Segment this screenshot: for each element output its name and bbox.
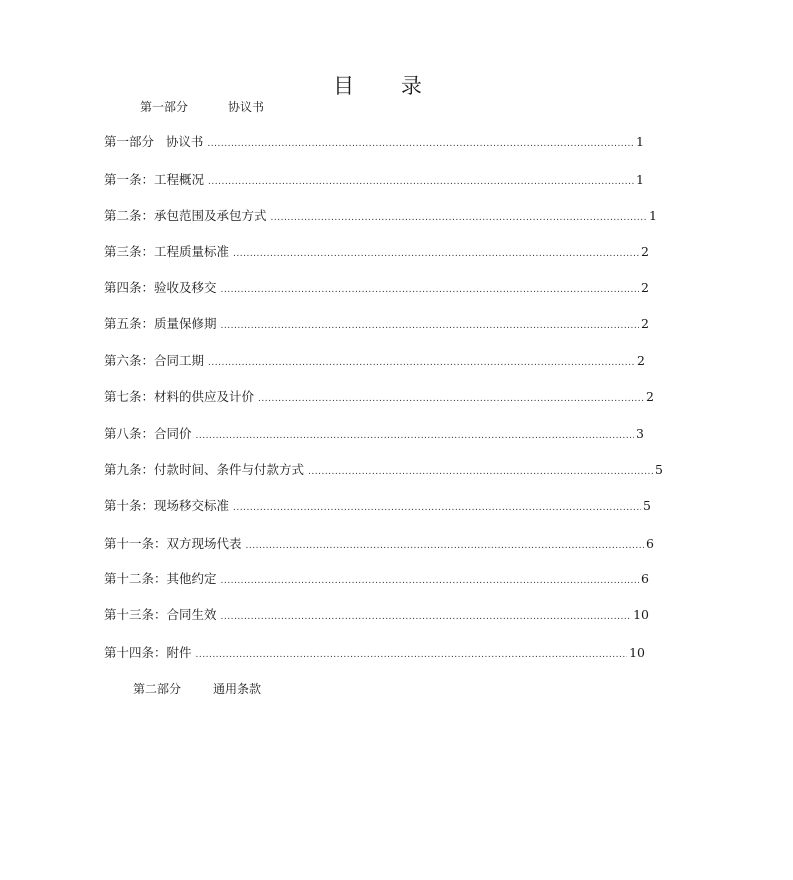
dot-leader	[221, 571, 640, 591]
dot-leader	[221, 607, 632, 627]
toc-entry-page: 10	[633, 607, 649, 622]
toc-entry-page: 2	[637, 353, 645, 368]
toc-entry-label: 第二条：承包范围及承包方式	[104, 208, 267, 223]
toc-entry[interactable]	[104, 643, 645, 663]
toc-entry-page: 2	[641, 316, 649, 331]
toc-entry-page: 5	[655, 462, 663, 477]
toc-entry-label: 第一条：工程概况	[104, 172, 205, 187]
toc-entry[interactable]	[104, 132, 644, 152]
toc-entry[interactable]	[104, 351, 645, 371]
dot-leader	[308, 462, 653, 482]
toc-entry-page: 1	[636, 134, 644, 149]
dot-leader	[221, 316, 640, 336]
toc-entry-label: 第一部分 协议书	[104, 134, 204, 149]
toc-entry-label: 第五条：质量保修期	[104, 316, 217, 331]
toc-entry-label: 第三条：工程质量标准	[104, 244, 230, 259]
toc-entry-page: 3	[636, 426, 644, 441]
toc-title: 目 录	[333, 74, 442, 98]
dot-leader	[196, 426, 635, 446]
part-one-header	[140, 99, 264, 115]
dot-leader	[196, 645, 628, 665]
dot-leader	[207, 134, 634, 154]
dot-leader	[208, 353, 635, 373]
toc-entry-page: 5	[643, 498, 651, 513]
toc-entry-page: 1	[636, 172, 644, 187]
toc-entry-label: 第十四条：附件	[104, 645, 192, 660]
toc-entry-label: 第六条：合同工期	[104, 353, 205, 368]
toc-entry-label: 第十一条：双方现场代表	[104, 536, 242, 551]
toc-entry-page: 10	[629, 645, 645, 660]
toc-entry-label: 第十二条：其他约定	[104, 571, 217, 586]
toc-entry[interactable]	[104, 534, 654, 554]
part-two-number: 第二部分	[133, 682, 182, 696]
part-two-name: 通用条款	[213, 682, 262, 696]
toc-entry[interactable]	[104, 605, 649, 625]
toc-entry-label: 第八条：合同价	[104, 426, 192, 441]
toc-entry-page: 2	[641, 280, 649, 295]
toc-entry[interactable]	[104, 387, 654, 407]
toc-entry-page: 2	[646, 389, 654, 404]
toc-entry-label: 第十三条：合同生效	[104, 607, 217, 622]
toc-entry-label: 第十条：现场移交标准	[104, 498, 230, 513]
dot-leader	[246, 536, 645, 556]
dot-leader	[221, 280, 640, 300]
dot-leader	[233, 244, 639, 264]
dot-leader	[258, 389, 644, 409]
toc-entry[interactable]	[104, 242, 649, 262]
toc-entry[interactable]	[104, 424, 644, 444]
part-two-header	[133, 681, 261, 697]
toc-entry-page: 1	[649, 208, 657, 223]
dot-leader	[233, 498, 641, 518]
part-one-name: 协议书	[228, 100, 265, 114]
toc-entry[interactable]	[104, 496, 651, 516]
toc-entry[interactable]	[104, 314, 649, 334]
toc-entry-page: 6	[641, 571, 649, 586]
dot-leader	[271, 208, 648, 228]
toc-entry-page: 6	[646, 536, 654, 551]
part-one-number: 第一部分	[140, 100, 189, 114]
toc-entry[interactable]	[104, 460, 663, 480]
toc-entry-label: 第四条：验收及移交	[104, 280, 217, 295]
toc-entry[interactable]	[104, 170, 644, 190]
toc-entry-page: 2	[641, 244, 649, 259]
toc-entry[interactable]	[104, 206, 657, 226]
toc-entry-label: 第七条：材料的供应及计价	[104, 389, 255, 404]
toc-entry[interactable]	[104, 278, 649, 298]
toc-entry-label: 第九条：付款时间、条件与付款方式	[104, 462, 305, 477]
toc-entry[interactable]	[104, 569, 649, 589]
dot-leader	[208, 172, 634, 192]
